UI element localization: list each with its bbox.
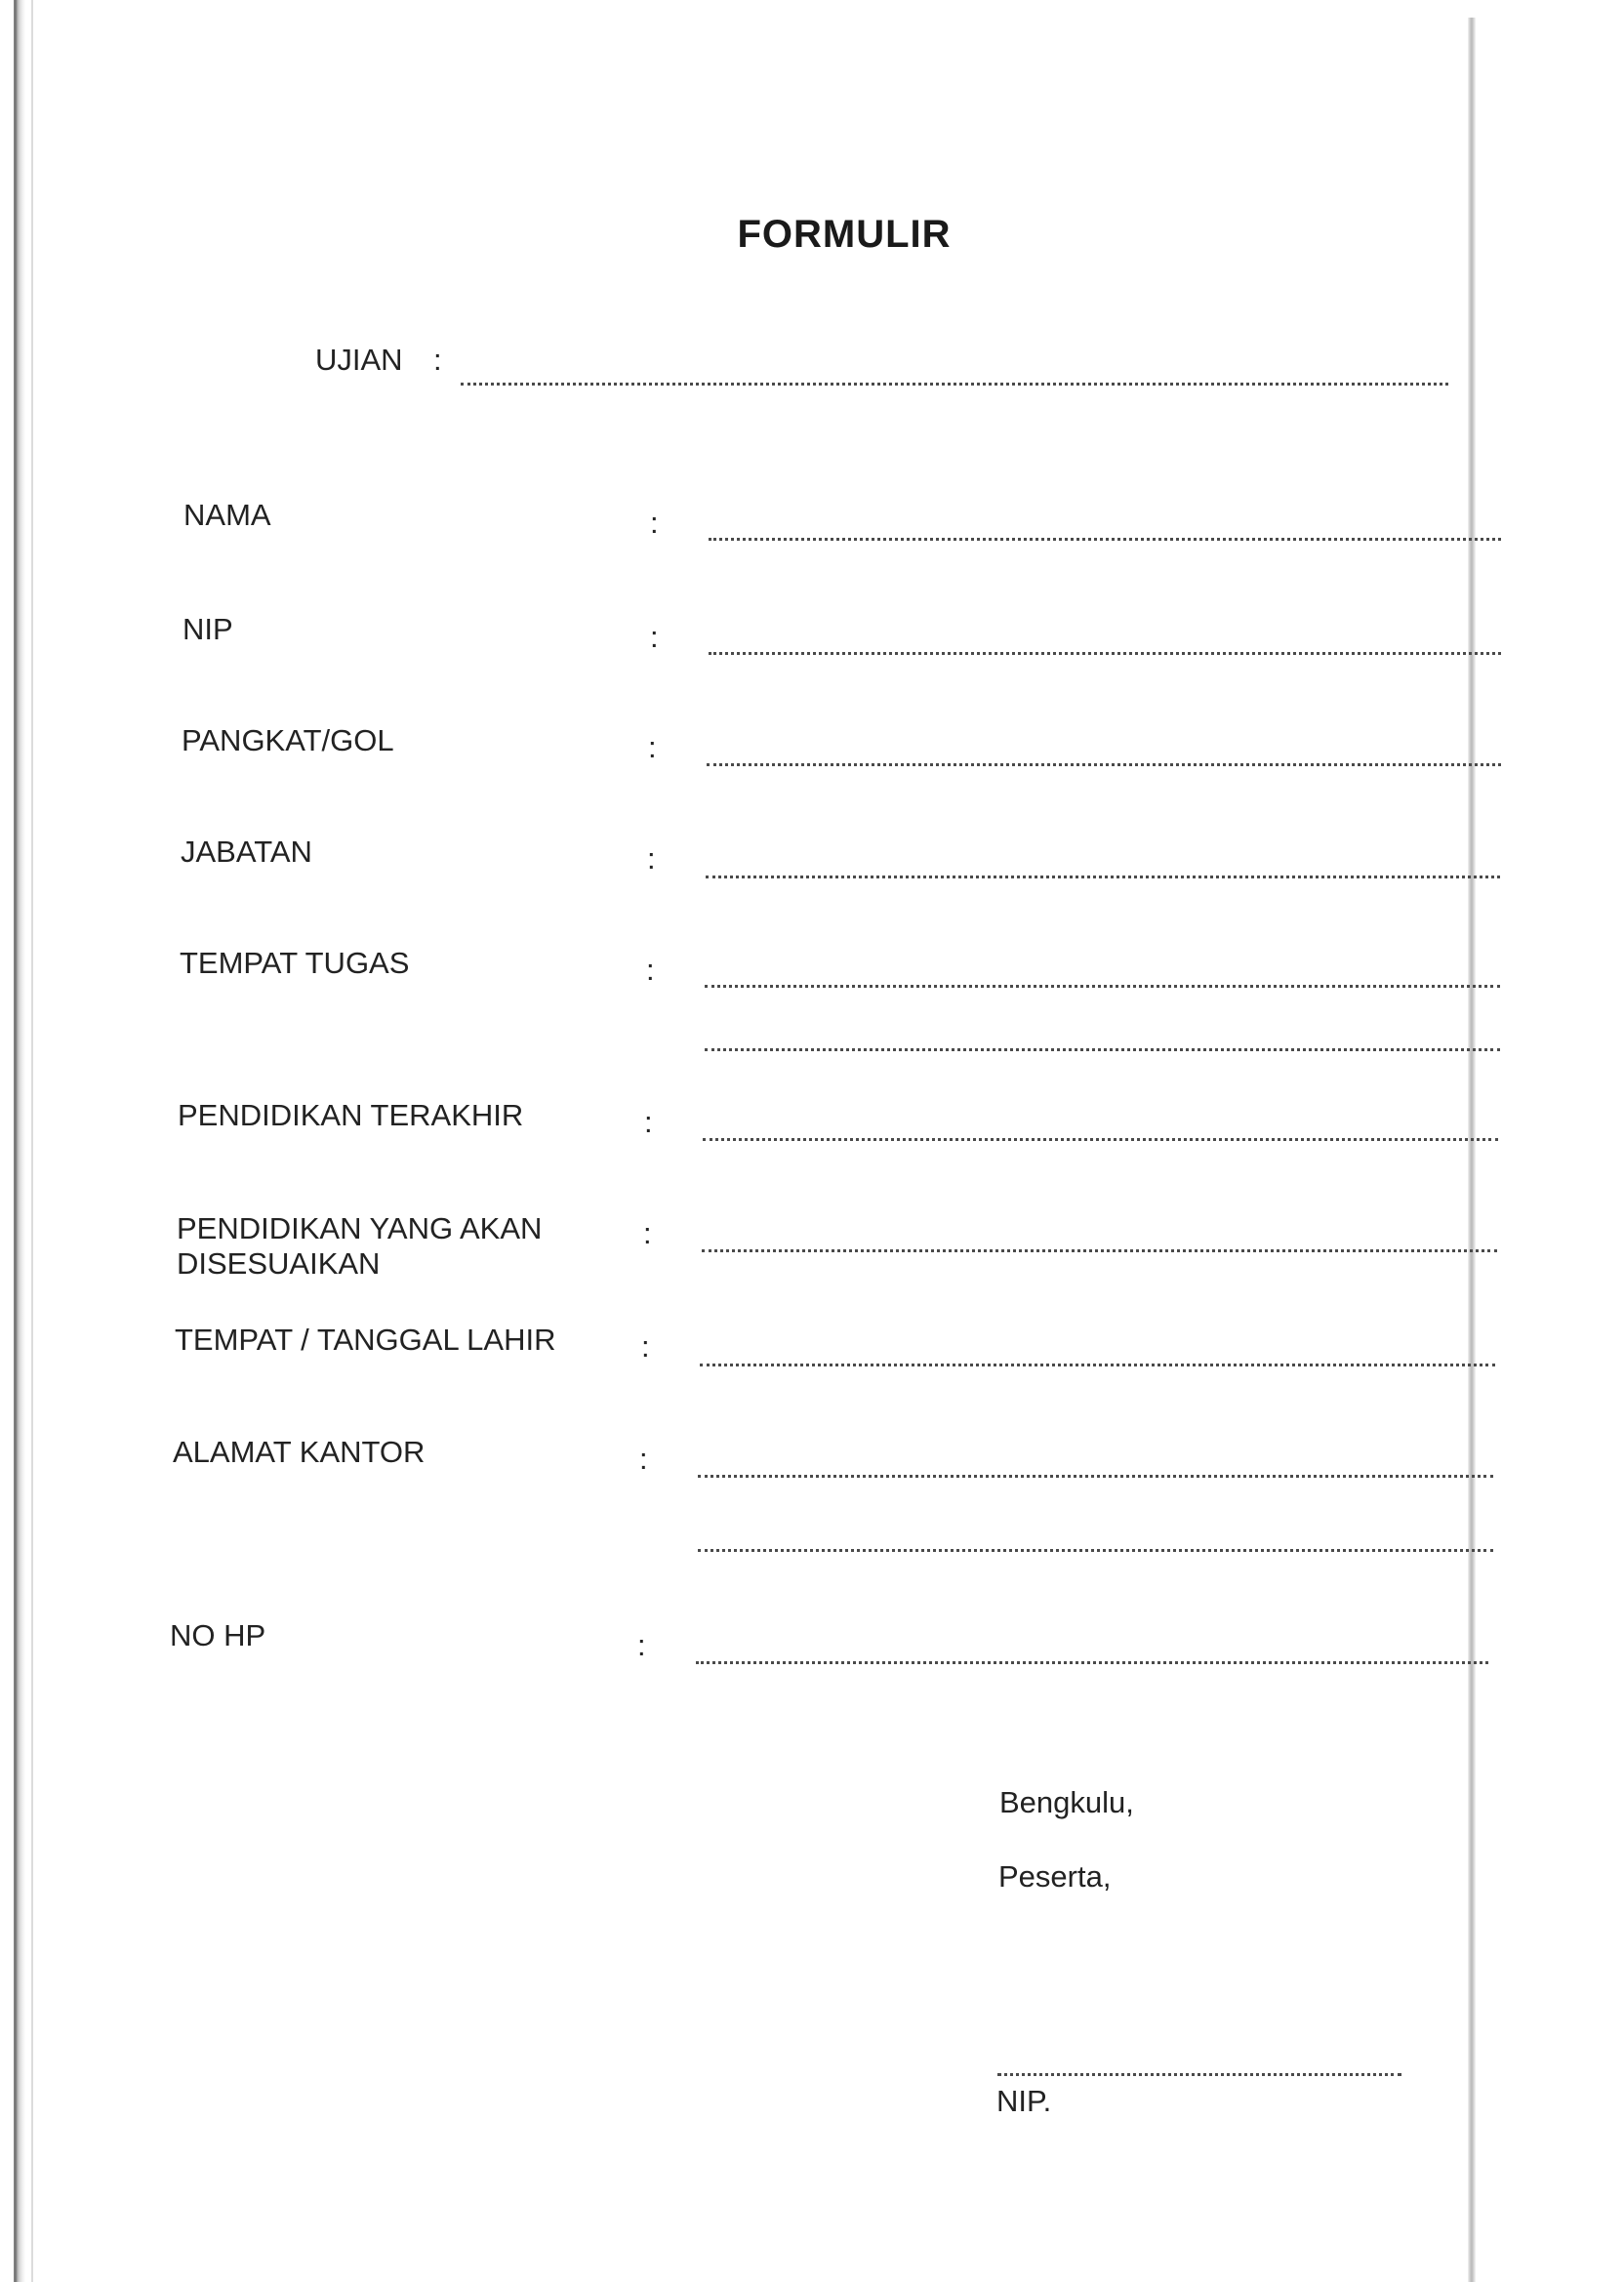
field-colon-tempat-tanggal-lahir: : xyxy=(641,1329,650,1364)
field-fill-line-pendidikan-disesuaikan[interactable] xyxy=(702,1249,1497,1252)
field-label-no-hp: NO HP xyxy=(170,1618,266,1652)
field-colon-pendidikan-terakhir: : xyxy=(644,1105,653,1139)
scan-binding-edge-right xyxy=(1468,18,1476,2282)
field-label-tempat-tanggal-lahir: TEMPAT / TANGGAL LAHIR xyxy=(175,1323,556,1357)
field-fill-line-tempat-tugas-2[interactable] xyxy=(705,1048,1500,1051)
scan-binding-edge-left xyxy=(14,0,25,2282)
ujian-fill-line[interactable] xyxy=(461,383,1448,386)
field-colon-nip: : xyxy=(650,620,659,654)
field-label-nip: NIP xyxy=(183,612,233,646)
field-colon-no-hp: : xyxy=(637,1628,646,1662)
signature-place: Bengkulu, xyxy=(999,1785,1134,1819)
field-fill-line-tempat-tanggal-lahir[interactable] xyxy=(700,1364,1495,1366)
scan-binding-line-left xyxy=(31,0,33,2282)
field-colon-alamat-kantor: : xyxy=(639,1442,648,1476)
field-colon-pendidikan-disesuaikan: : xyxy=(643,1216,652,1250)
field-fill-line-alamat-kantor-2[interactable] xyxy=(698,1549,1493,1552)
field-fill-line-no-hp[interactable] xyxy=(696,1661,1488,1664)
field-label-pangkat-gol: PANGKAT/GOL xyxy=(182,723,394,757)
field-colon-pangkat-gol: : xyxy=(648,730,657,764)
signature-nip-label: NIP. xyxy=(996,2084,1052,2118)
field-colon-jabatan: : xyxy=(647,841,656,876)
field-fill-line-pangkat-gol[interactable] xyxy=(707,763,1501,766)
field-label-pendidikan-disesuaikan-line1: PENDIDIKAN YANG AKAN xyxy=(177,1211,543,1245)
field-fill-line-nama[interactable] xyxy=(709,538,1501,541)
field-label-nama: NAMA xyxy=(183,498,271,532)
field-fill-line-nip[interactable] xyxy=(709,652,1501,655)
ujian-label: UJIAN xyxy=(315,343,403,377)
field-label-jabatan: JABATAN xyxy=(181,835,312,869)
field-label-tempat-tugas: TEMPAT TUGAS xyxy=(180,946,410,980)
field-fill-line-pendidikan-terakhir[interactable] xyxy=(703,1138,1498,1141)
field-label-pendidikan-terakhir: PENDIDIKAN TERAKHIR xyxy=(178,1098,524,1132)
field-colon-tempat-tugas: : xyxy=(646,953,655,987)
field-label-alamat-kantor: ALAMAT KANTOR xyxy=(173,1435,426,1469)
field-colon-nama: : xyxy=(650,506,659,540)
field-fill-line-tempat-tugas-1[interactable] xyxy=(705,985,1500,988)
field-fill-line-alamat-kantor-1[interactable] xyxy=(698,1475,1493,1478)
signature-fill-line[interactable] xyxy=(997,2073,1401,2076)
field-label-pendidikan-disesuaikan-line2: DISESUAIKAN xyxy=(177,1246,381,1281)
form-title: FORMULIR xyxy=(737,213,952,256)
ujian-colon: : xyxy=(433,343,442,377)
signature-role: Peserta, xyxy=(998,1859,1112,1894)
field-fill-line-jabatan[interactable] xyxy=(706,876,1500,878)
